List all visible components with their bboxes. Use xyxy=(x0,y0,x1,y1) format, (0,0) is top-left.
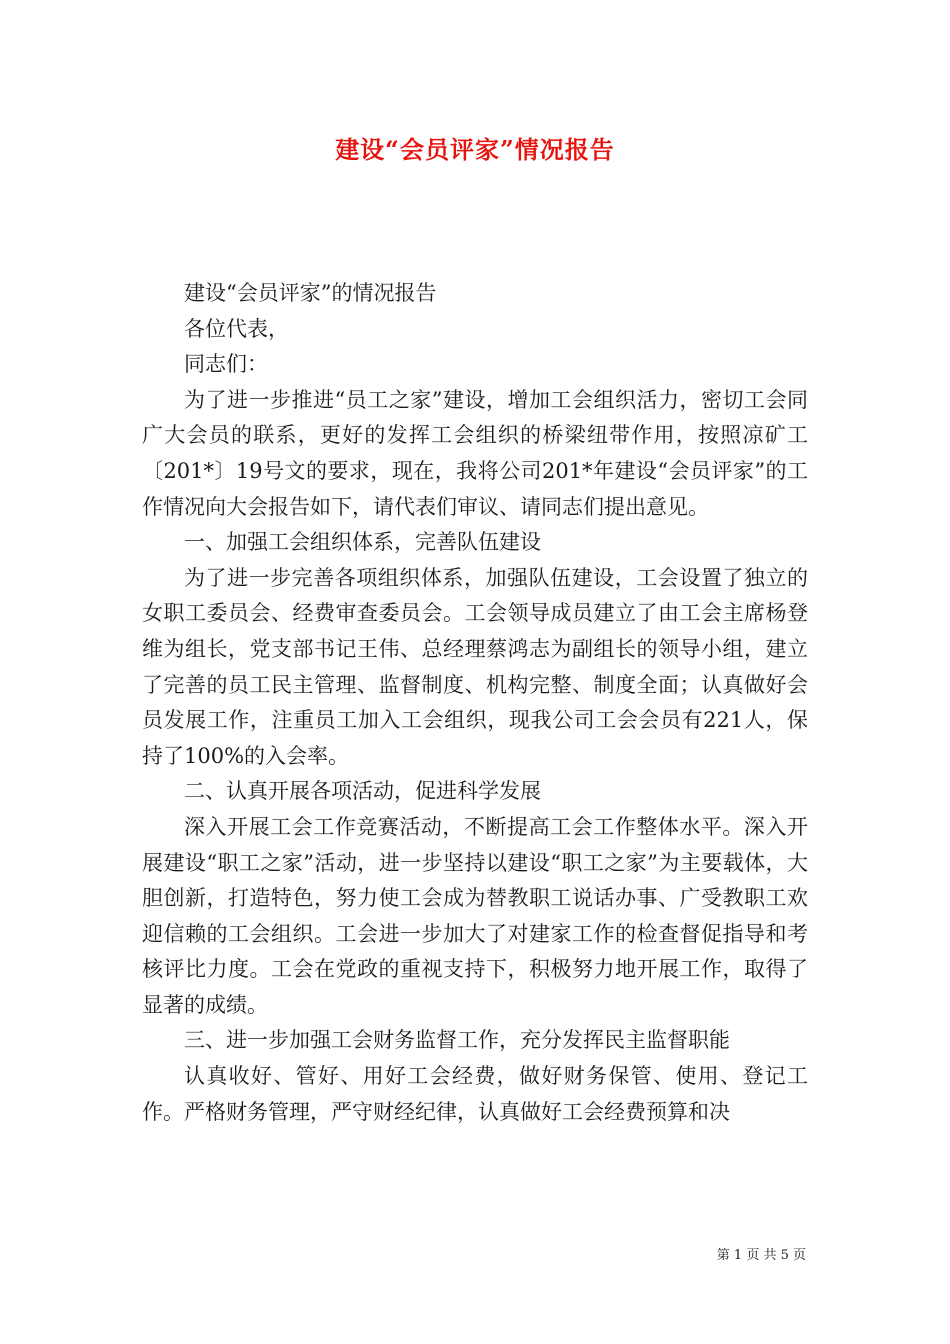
paragraph-salutation-comrades: 同志们： xyxy=(184,352,268,377)
page-title: 建设“会员评家”情况报告 xyxy=(335,135,615,164)
document-body xyxy=(142,276,808,1130)
section-heading-1: 一、加强工会组织体系，完善队伍建设 xyxy=(184,530,541,555)
section-heading-2: 二、认真开展各项活动，促进科学发展 xyxy=(184,779,541,804)
paragraph-heading: 建设“会员评家”的情况报告 xyxy=(184,281,437,305)
paragraph-section-3: 认真收好、管好、用好工会经费，做好财务保管、使用、登记工作。严格财务管理，严守财经纪律，认真做好工会经费预算和决 xyxy=(142,1064,808,1124)
paragraph-section-2: 深入开展工会工作竞赛活动，不断提高工会工作整体水平。深入开展建设“职工之家”活动，进一步坚持以建设“职工之家”为主要载体，大胆创新，打造特色，努力使工会成为替教职工说话办事、广受教职工欢迎信赖的工会组织。工会进一步加大了对建家工作的检查督促指导和考核评比力度。工会在党政的重视支持下，积极努力地开展工作，取得了显著的成绩。 xyxy=(142,814,808,1017)
paragraph-intro: 为了进一步推进“员工之家”建设，增加工会组织活力，密切工会同广大会员的联系，更好的发挥工会组织的桥梁纽带作用，按照凉矿工〔201*〕19号文的要求，现在，我将公司201*年建设“会员评家”的工作情况向大会报告如下，请代表们审议、请同志们提出意见。 xyxy=(142,387,808,519)
section-heading-3: 三、进一步加强工会财务监督工作，充分发挥民主监督职能 xyxy=(184,1028,730,1053)
paragraph-salutation-delegates: 各位代表， xyxy=(184,316,289,341)
page-number-footer: 第 1 页 共 5 页 xyxy=(716,1248,806,1263)
paragraph-section-1: 为了进一步完善各项组织体系，加强队伍建设，工会设置了独立的女职工委员会、经费审查委员会。工会领导成员建立了由工会主席杨登维为组长，党支部书记王伟、总经理蔡鸿志为副组长的领导小组，建立了完善的员工民主管理、监督制度、机构完整、制度全面；认真做好会员发展工作，注重员工加入工会组织，现我公司工会会员有221人，保持了100%的入会率。 xyxy=(142,565,808,768)
